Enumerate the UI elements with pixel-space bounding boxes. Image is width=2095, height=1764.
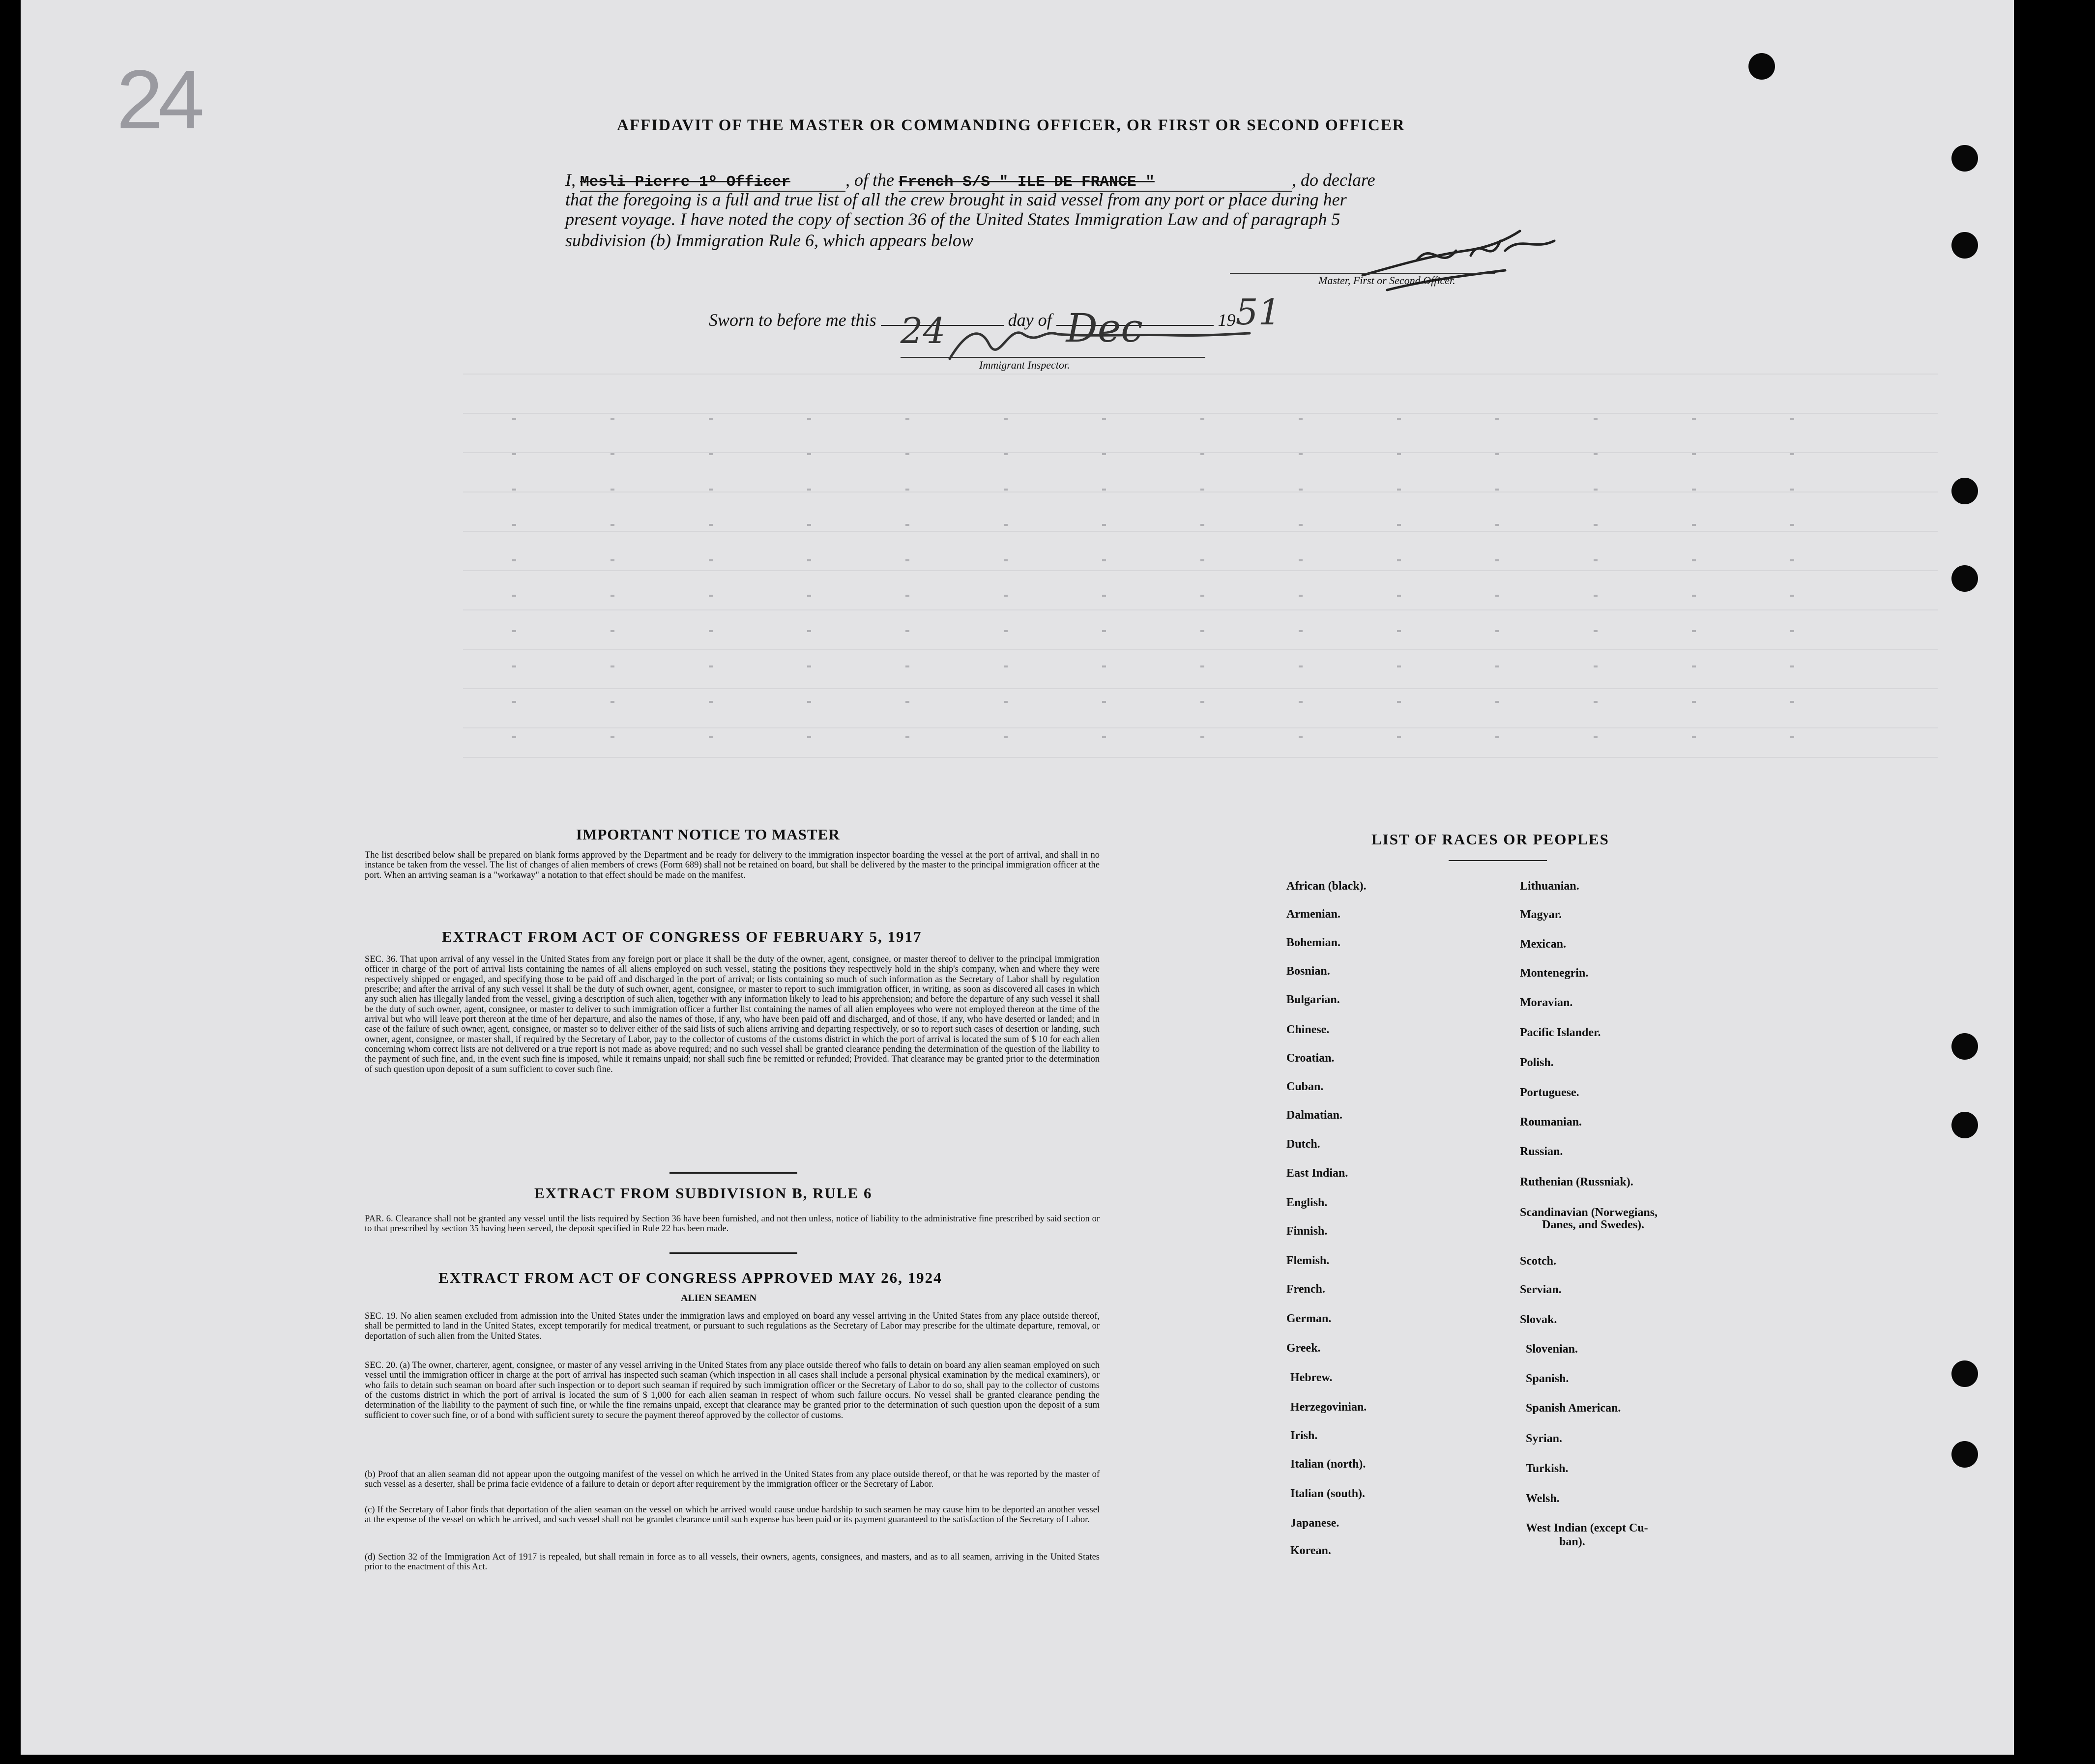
page-number-mark: 24 [116, 53, 200, 146]
bleed-dot [1692, 665, 1696, 667]
bleed-dot [1299, 559, 1303, 561]
bleed-dot [1495, 595, 1499, 597]
bleed-dot [1495, 630, 1499, 632]
manifest-page [21, 0, 2014, 1755]
divider [669, 1172, 797, 1174]
bleed-dot [1692, 489, 1696, 491]
bleed-dot [807, 489, 811, 491]
affidavit-line-4: subdivision (b) Immigration Rule 6, which appears below [565, 231, 973, 250]
race-item: Bulgarian. [1286, 993, 1340, 1006]
bleed-dot [1004, 736, 1008, 738]
bleed-dot [1790, 524, 1794, 526]
bleed-dot [1004, 559, 1008, 561]
bleed-dot [1790, 665, 1794, 667]
notice-body: The list described below shall be prepared on blank forms approved by the Department and be ready for delivery to the immigration inspector boarding the vessel at the port of arrival, and shall in no instance be taken from the vessel. The list of changes of alien members of crews (Form 689) shall not be retained on board, but shall be delivered by the master to the principal immigration officer at the port. When an arriving seaman is a "workaway" a notation to that effect should be made on the manifest. [365, 850, 1100, 880]
bleed-dot [1495, 453, 1499, 455]
race-item: Welsh. [1526, 1492, 1560, 1505]
bleed-dot [1397, 701, 1401, 703]
bleed-dot [1594, 630, 1598, 632]
punch-hole [1951, 1033, 1978, 1060]
race-item: Servian. [1520, 1283, 1562, 1296]
bleed-dot [1200, 630, 1204, 632]
bleed-dot [512, 489, 516, 491]
bleed-dot [807, 701, 811, 703]
bleed-dot [512, 418, 516, 420]
race-item: Russian. [1520, 1145, 1563, 1158]
bleed-dot [1102, 559, 1106, 561]
bleed-dot [1299, 736, 1303, 738]
bleed-dot [611, 665, 614, 667]
bleed-dot [1102, 489, 1106, 491]
extract-1924-sec20c: (c) If the Secretary of Labor finds that deportation of the alien seaman on the vessel on which he arrived would cause undue hardship to such seamen he may cause him to be deported an another vessel at the expense of the vessel on which he arrived, and such vessel shall not be grandet clearance until such expense has been paid or its payment guaranteed to the satisfaction of the Secretary of Labor. [365, 1505, 1100, 1525]
extract-rule6-title: EXTRACT FROM SUBDIVISION B, RULE 6 [534, 1185, 873, 1202]
bleed-dot [709, 665, 713, 667]
affidavit-line-2: that the foregoing is a full and true list of all the crew brought in said vessel from any port or place during her [565, 190, 1347, 209]
bleed-dot [512, 595, 516, 597]
bleed-dot [611, 595, 614, 597]
bleed-dot [512, 453, 516, 455]
bleed-dot [1200, 418, 1204, 420]
punch-hole [1951, 1441, 1978, 1468]
bleed-dot [1495, 489, 1499, 491]
race-item: Pacific Islander. [1520, 1026, 1601, 1039]
bleed-dot [905, 665, 909, 667]
affidavit-line-3: present voyage. I have noted the copy of section 36 of the United States Immigration Law and of paragraph 5 [565, 209, 1340, 229]
bleed-dot [1102, 524, 1106, 526]
bleed-dot [709, 630, 713, 632]
bleed-dot [1299, 524, 1303, 526]
race-item: Irish. [1290, 1429, 1318, 1442]
bleed-dot [807, 595, 811, 597]
race-item: Spanish American. [1526, 1402, 1621, 1415]
inspector-signature-line [901, 357, 1205, 358]
race-item: Danes, and Swedes). [1542, 1218, 1645, 1231]
punch-hole [1951, 232, 1978, 259]
sworn-month: Dec [1066, 305, 1143, 351]
bleed-dot [709, 595, 713, 597]
bleed-dot [1692, 630, 1696, 632]
bleed-dot [709, 418, 713, 420]
bleed-dot [1790, 559, 1794, 561]
bleed-dot [1790, 736, 1794, 738]
bleed-dot [1004, 453, 1008, 455]
bleed-dot [1397, 665, 1401, 667]
bleed-dot [1790, 701, 1794, 703]
bleed-dot [611, 559, 614, 561]
bleed-dot [905, 701, 909, 703]
bleed-dot [512, 701, 516, 703]
bleed-dot [807, 665, 811, 667]
bleed-dot [1594, 489, 1598, 491]
bleed-dot [709, 736, 713, 738]
bleed-dot [1692, 453, 1696, 455]
bleed-dot [1692, 736, 1696, 738]
bleed-dot [1495, 524, 1499, 526]
race-item: Moravian. [1520, 996, 1573, 1009]
vessel-name: French S/S " ILE DE FRANCE " [898, 174, 1155, 191]
bleed-dot [709, 701, 713, 703]
bleed-dot [905, 736, 909, 738]
bleed-dot [1299, 595, 1303, 597]
bleed-dot [1004, 665, 1008, 667]
bleed-dot [1004, 489, 1008, 491]
race-item: Scandinavian (Norwegians, [1520, 1206, 1658, 1219]
bleed-dot [1495, 559, 1499, 561]
race-item: Bosnian. [1286, 965, 1330, 978]
race-item: Syrian. [1526, 1432, 1563, 1445]
race-item: Turkish. [1526, 1462, 1569, 1475]
race-item: Korean. [1290, 1544, 1331, 1557]
bleed-dot [1397, 736, 1401, 738]
bleed-dot [1102, 736, 1106, 738]
bleed-dot [512, 665, 516, 667]
bleed-dot [1790, 418, 1794, 420]
bleed-dot [1200, 701, 1204, 703]
bleed-dot [512, 630, 516, 632]
divider [1449, 860, 1547, 861]
bleed-dot [1004, 418, 1008, 420]
race-item: Italian (south). [1290, 1487, 1366, 1500]
bleed-dot [1200, 559, 1204, 561]
bleed-dot [1102, 701, 1106, 703]
punch-hole [1951, 1360, 1978, 1387]
sworn-line: Sworn to before me this 24 day of Dec 19 51 [709, 291, 1281, 351]
race-item: Bohemian. [1286, 936, 1341, 949]
bleed-dot [1004, 595, 1008, 597]
extract-1924-sec20b: (b) Proof that an alien seaman did not appear upon the outgoing manifest of the vessel on which he arrived in the United States from any place outside thereof, or that he was reported by the master of such vessel as a deserter, shall be prima facie evidence of a failure to detain or deport after requirement by the immigration officer or the Secretary of Labor. [365, 1470, 1100, 1490]
extract-1924-sec20a: SEC. 20. (a) The owner, charterer, agent, consignee, or master of any vessel arriving in the United States from any place outside thereof who fails to detain on board any alien seaman employed on such vessel until the immigration officer in charge at the port of arrival has inspected such seaman (which inspection in all cases shall include a personal physical examination by the medical examiners), or who fails to detain such seaman on board after such inspection or to deport such seaman if required by such immigration officer or the Secretary of Labor to do so, shall pay to the collector of customs of the customs district in which the port of arrival is located the sum of $ 1,000 for each alien seaman in respect of whom such failure occurs. No vessel shall be granted clearance pending the determination of the liability to the payment of such fine, or while the fine remains unpaid, except that clearance may be granted prior to the determination of such question upon the deposit of a sum sufficient to cover such fine, or of a bond with sufficient surety to secure the payment thereof approved by the collector of customs. [365, 1360, 1100, 1420]
bleed-dot [611, 489, 614, 491]
bleed-dot [709, 524, 713, 526]
bleed-dot [1299, 665, 1303, 667]
race-item: ban). [1559, 1535, 1585, 1548]
bleed-dot [611, 453, 614, 455]
bleed-dot [1102, 595, 1106, 597]
bleed-dot [1692, 559, 1696, 561]
extract-1917-title: EXTRACT FROM ACT OF CONGRESS OF FEBRUARY 5, 1917 [442, 928, 922, 945]
officer-name: Mesli Pierre 1º Officer [580, 174, 790, 191]
races-title: LIST OF RACES OR PEOPLES [1371, 831, 1609, 848]
bleed-dot [1397, 489, 1401, 491]
bleed-dot [709, 453, 713, 455]
bleed-dot [1397, 524, 1401, 526]
bleed-dot [1692, 595, 1696, 597]
extract-1917-body: SEC. 36. That upon arrival of any vessel in the United States from any foreign port or place it shall be the duty of the owner, agent, consignee, or master thereof to deliver to the principal immigration officer in charge of the port of arrival lists containing the names of all aliens employed on such vessel, stating the positions they respectively hold in the ship's company, when and where they were respectively shipped or engaged, and specifying those to be paid off and discharged in the port of arrival; or lists containing so much of such information as the Secretary of Labor shall by regulation prescribe; and after the arrival of any such vessel it shall be the duty of such owner, agent, consignee, or master to report to such immigration officer, in writing, as soon as discovered all cases in which any such alien has illegally landed from the vessel, giving a description of such alien, together with any information likely to lead to his apprehension; and before the departure of any such vessel it shall be the duty of such owner, agent, consignee, or master to deliver to such immigration officer a further list containing the names of all alien employees who were not employed thereon at the time of the arrival but who will leave port thereon at the time of her departure, and also the names of those, if any, who have been paid off and discharged, and of those, if any, who have deserted or landed; and in case of the failure of such owner, agent, consignee, or master so to deliver either of the said lists of such aliens arriving and departing respectively, or so to report such cases of desertion or landing, such owner, agent, consignee, or master shall, if required by the Secretary of Labor, pay to the collector of customs of the customs district in which the port of arrival is located the sum of $ 10 for each alien concerning whom correct lists are not delivered or a true report is not made as above required; and no such vessel shall be granted clearance pending the determination of the question of the liability to the payment of such fine, and, in the event such fine is imposed, while it remains unpaid; nor shall such fine be remitted or refunded; Provided. That clearance may be granted prior to the determination of such question upon deposit of a sum sufficient to cover such fine. [365, 954, 1100, 1074]
race-item: Finnish. [1286, 1225, 1328, 1238]
bleed-dot [807, 559, 811, 561]
bleed-dot [1495, 418, 1499, 420]
race-item: Slovenian. [1526, 1343, 1578, 1356]
bleed-dot [807, 630, 811, 632]
notice-title: IMPORTANT NOTICE TO MASTER [576, 826, 840, 843]
bleed-dot [1200, 453, 1204, 455]
bleed-dot [611, 418, 614, 420]
race-item: Ruthenian (Russniak). [1520, 1176, 1633, 1188]
race-item: Flemish. [1286, 1254, 1330, 1267]
bleed-dot [611, 524, 614, 526]
bleed-dot [1692, 418, 1696, 420]
sworn-day: 24 [900, 310, 946, 351]
bleed-dot [1495, 701, 1499, 703]
bleed-dot [1397, 418, 1401, 420]
bleed-dot [1790, 595, 1794, 597]
bleed-dot [905, 559, 909, 561]
race-item: Greek. [1286, 1342, 1321, 1355]
race-item: Herzegovinian. [1290, 1401, 1367, 1414]
race-item: Lithuanian. [1520, 880, 1579, 893]
bleed-dot [1102, 418, 1106, 420]
race-item: Roumanian. [1520, 1116, 1582, 1128]
bleed-dot [1594, 665, 1598, 667]
bleed-dot [807, 453, 811, 455]
sworn-year: 51 [1235, 291, 1281, 333]
bleed-dot [1495, 665, 1499, 667]
bleed-dot [1299, 489, 1303, 491]
bleed-dot [905, 453, 909, 455]
bleed-dot [905, 489, 909, 491]
race-item: East Indian. [1286, 1167, 1348, 1180]
bleed-dot [1299, 701, 1303, 703]
bleed-dot [807, 524, 811, 526]
affidavit-title: AFFIDAVIT OF THE MASTER OR COMMANDING OFFICER, OR FIRST OR SECOND OFFICER [617, 116, 1405, 134]
bleed-dot [611, 701, 614, 703]
bleed-dot [1594, 595, 1598, 597]
punch-hole [1748, 53, 1775, 80]
bleed-dot [1594, 736, 1598, 738]
bleed-dot [905, 524, 909, 526]
punch-hole [1951, 145, 1978, 172]
race-item: Dutch. [1286, 1138, 1320, 1151]
bleed-dot [1790, 489, 1794, 491]
race-item: African (black). [1286, 880, 1367, 893]
bleed-dot [1594, 524, 1598, 526]
bleed-dot [1397, 453, 1401, 455]
race-item: English. [1286, 1196, 1328, 1209]
bleed-dot [512, 559, 516, 561]
bleed-dot [1299, 630, 1303, 632]
bleed-dot [905, 595, 909, 597]
race-item: Montenegrin. [1520, 967, 1589, 980]
bleed-dot [1200, 489, 1204, 491]
bleed-dot [807, 418, 811, 420]
bleed-dot [1102, 665, 1106, 667]
bleed-dot [1200, 736, 1204, 738]
race-item: Armenian. [1286, 908, 1340, 921]
race-item: Cuban. [1286, 1080, 1324, 1093]
bleed-dot [1397, 595, 1401, 597]
alien-seamen-subhead: ALIEN SEAMEN [681, 1293, 757, 1303]
officer-signature [1358, 221, 1569, 305]
race-item: West Indian (except Cu- [1526, 1522, 1648, 1534]
affidavit-declaration-line: I, Mesli Pierre 1º Officer , of the French S/S " ILE DE FRANCE " , do declare [565, 170, 1375, 191]
punch-hole [1951, 1112, 1978, 1138]
bleed-dot [1102, 453, 1106, 455]
race-item: Magyar. [1520, 908, 1562, 921]
bleed-dot [512, 736, 516, 738]
extract-rule6-body: PAR. 6. Clearance shall not be granted any vessel until the lists required by Section 36 have been furnished, and not then unless, notice of liability to the administrative fine prescribed by said section or to that prescribed by section 35 having been served, the deposit specified in Rule 22 has been made. [365, 1214, 1100, 1234]
bleed-dot [1004, 630, 1008, 632]
bleed-dot [709, 489, 713, 491]
bleed-dot [1200, 595, 1204, 597]
bleed-dot [1692, 524, 1696, 526]
bleed-dot [807, 736, 811, 738]
extract-1924-sec19: SEC. 19. No alien seamen excluded from admission into the United States under the immigration laws and employed on board any vessel arriving in the United States from any place outside thereof, shall be permitted to land in the United States, except temporarily for medical treatment, or pursuant to such regulations as the Secretary of Labor may prescribe for the ultimate departure, removal, or deportation of such alien from the United States. [365, 1311, 1100, 1341]
bleed-dot [1397, 559, 1401, 561]
punch-hole [1951, 565, 1978, 592]
officer-caption: Master, First or Second Officer. [1318, 274, 1455, 287]
bleed-dot [905, 630, 909, 632]
race-item: German. [1286, 1312, 1332, 1325]
bleed-dot [1397, 630, 1401, 632]
bleed-dot [1299, 453, 1303, 455]
bleed-dot [1790, 630, 1794, 632]
inspector-caption: Immigrant Inspector. [979, 359, 1070, 371]
officer-signature-line [1230, 273, 1495, 274]
race-item: Dalmatian. [1286, 1109, 1342, 1122]
bleed-dot [1594, 559, 1598, 561]
race-item: Polish. [1520, 1056, 1554, 1069]
race-item: French. [1286, 1283, 1325, 1296]
bleed-dot [1790, 453, 1794, 455]
bleed-dot [1200, 665, 1204, 667]
bleed-dot [1299, 418, 1303, 420]
race-item: Italian (north). [1290, 1458, 1366, 1471]
bleed-dot [611, 736, 614, 738]
race-item: Slovak. [1520, 1313, 1557, 1326]
race-item: Hebrew. [1290, 1371, 1333, 1384]
bleed-dot [1594, 701, 1598, 703]
divider [669, 1252, 797, 1254]
extract-1924-title: EXTRACT FROM ACT OF CONGRESS APPROVED MAY 26, 1924 [438, 1269, 942, 1286]
race-item: Mexican. [1520, 938, 1566, 951]
bleed-dot [512, 524, 516, 526]
race-item: Scotch. [1520, 1255, 1556, 1268]
bleed-dot [1200, 524, 1204, 526]
race-item: Portuguese. [1520, 1086, 1579, 1099]
bleed-dot [611, 630, 614, 632]
bleed-dot [905, 418, 909, 420]
bleed-dot [1102, 630, 1106, 632]
bleed-dot [1594, 418, 1598, 420]
bleed-dot [1004, 524, 1008, 526]
bleed-dot [1692, 701, 1696, 703]
race-item: Japanese. [1290, 1517, 1339, 1530]
race-item: Spanish. [1526, 1372, 1569, 1385]
race-item: Croatian. [1286, 1052, 1335, 1065]
bleed-dot [1004, 701, 1008, 703]
punch-hole [1951, 478, 1978, 504]
bleed-dot [709, 559, 713, 561]
bleed-dot [1495, 736, 1499, 738]
bleed-dot [1594, 453, 1598, 455]
race-item: Chinese. [1286, 1023, 1330, 1036]
extract-1924-sec20d: (d) Section 32 of the Immigration Act of 1917 is repealed, but shall remain in force as to all vessels, their owners, agents, consignees, and masters, and as to all seamen, arriving in the United States prior to the enactment of this Act. [365, 1552, 1100, 1572]
